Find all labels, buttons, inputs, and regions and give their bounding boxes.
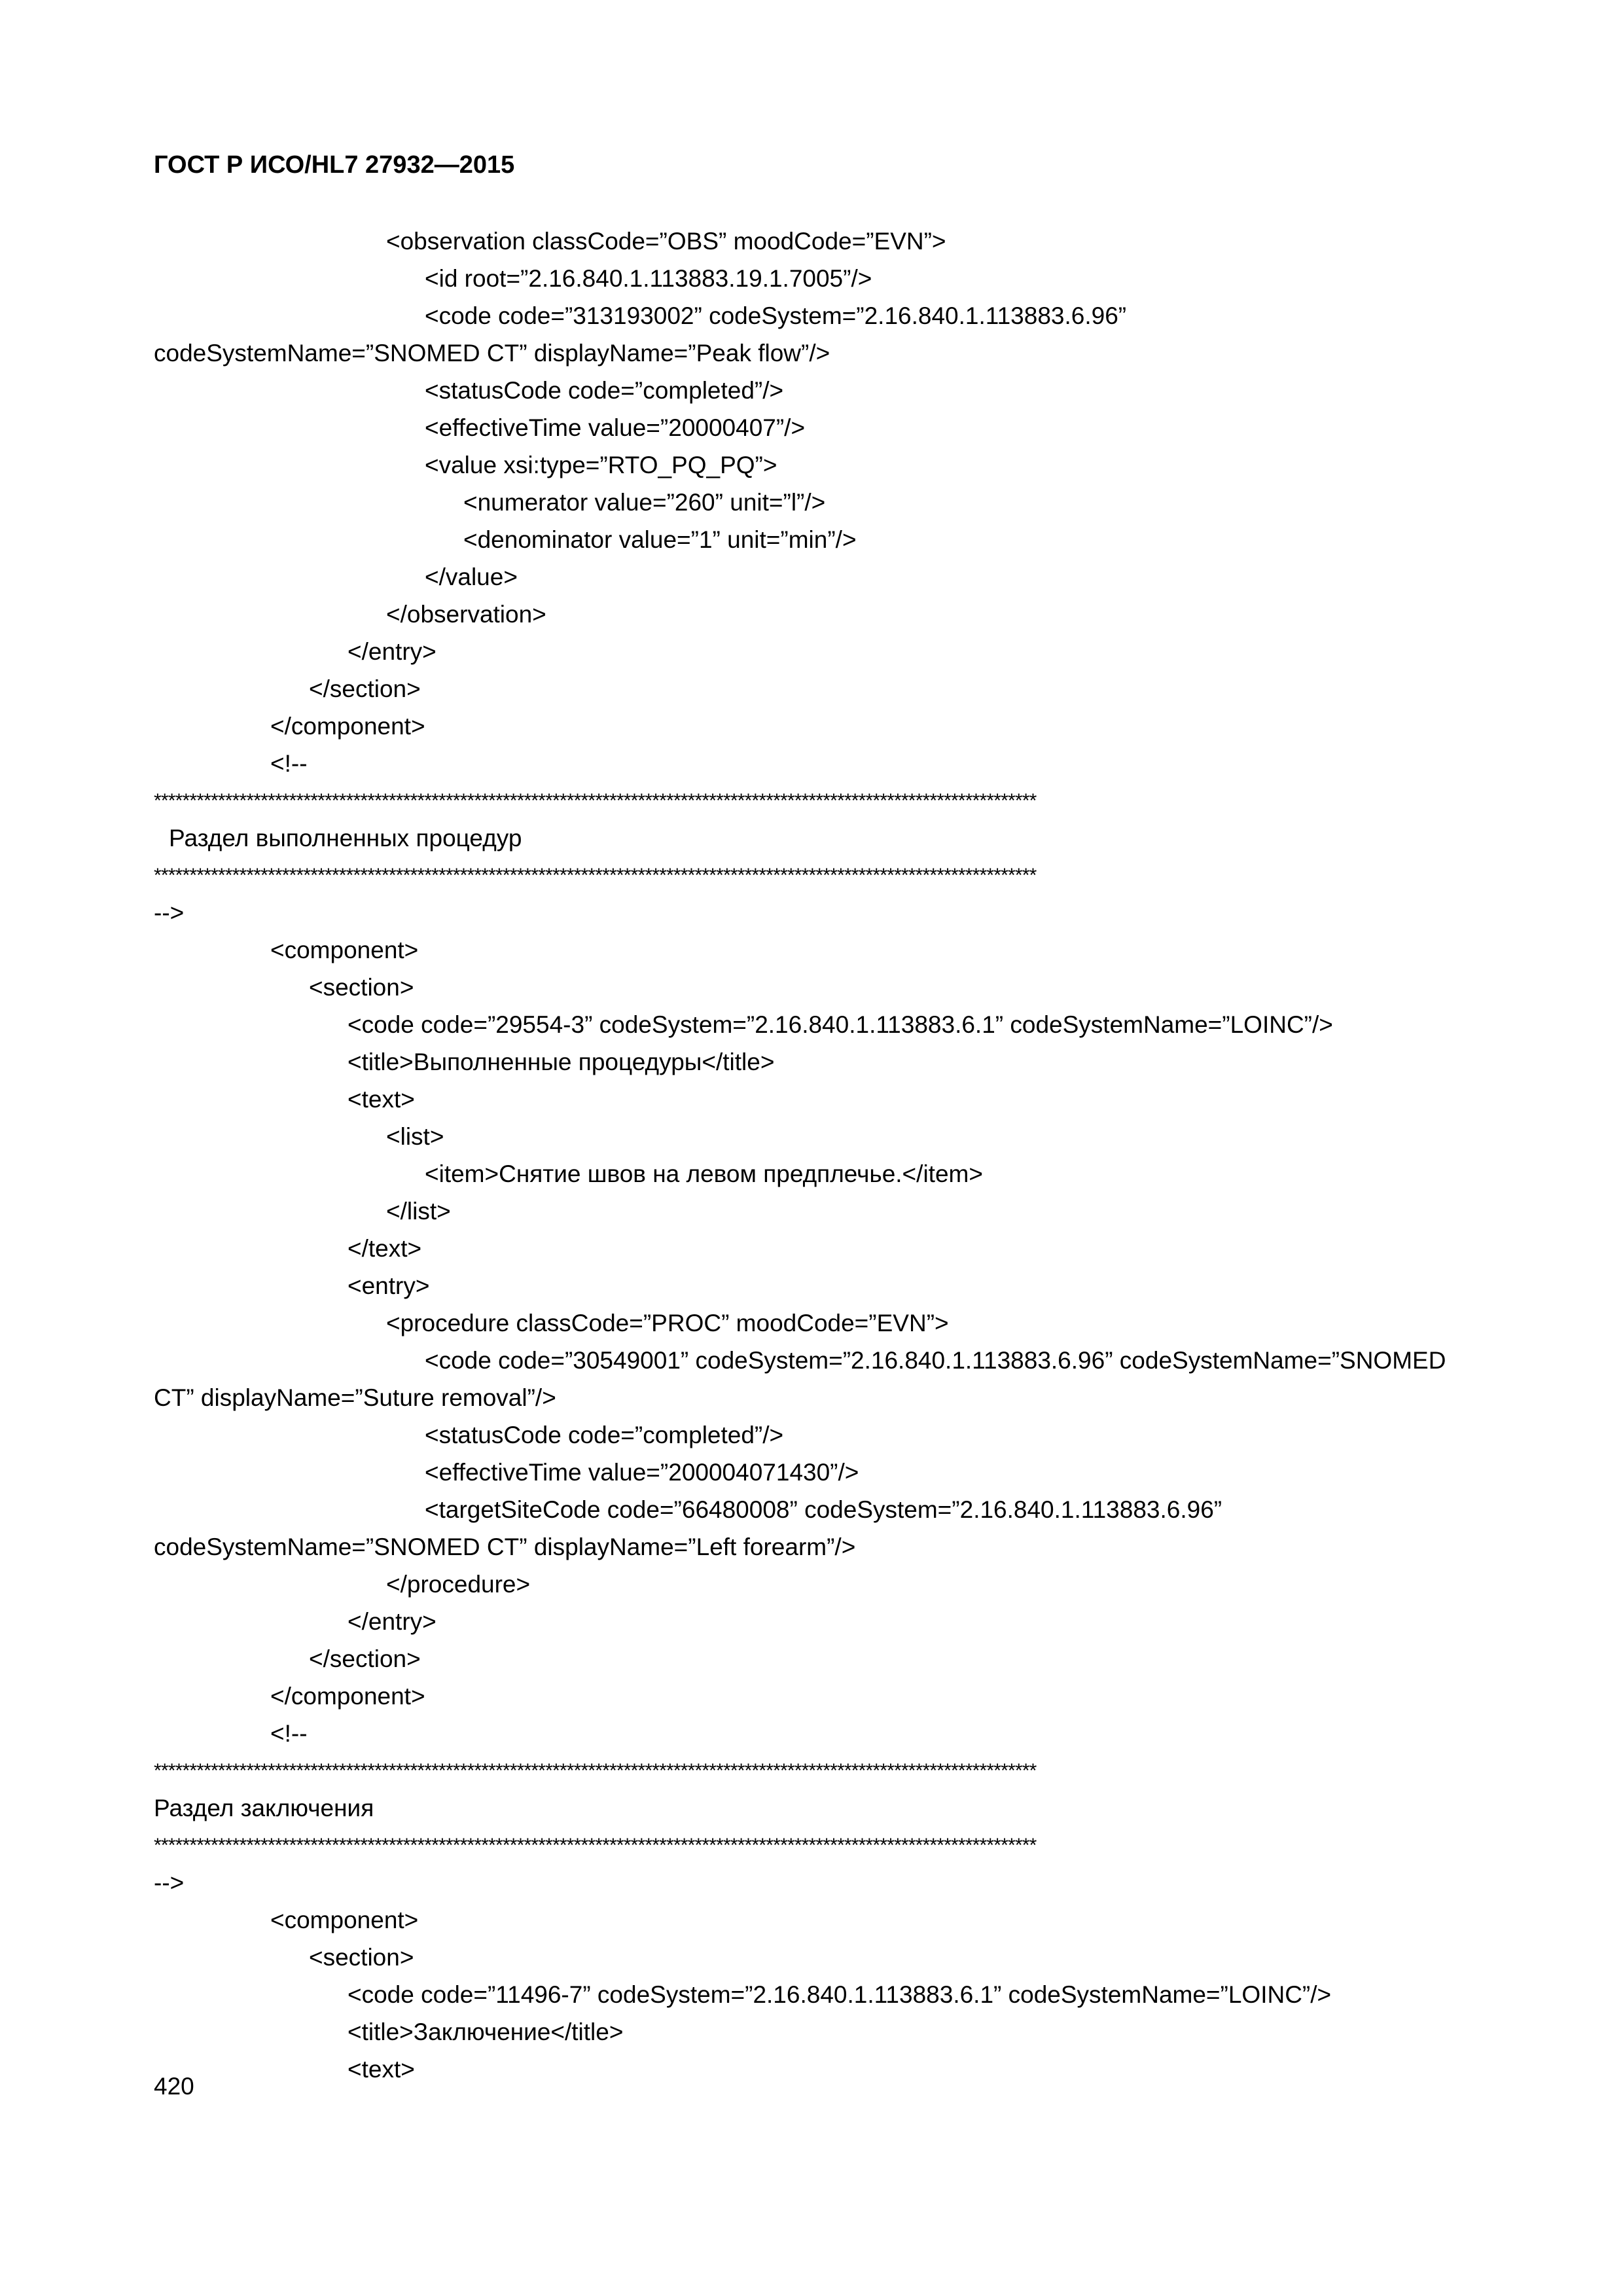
code-line: </list> <box>386 1198 451 1225</box>
document-header: ГОСТ Р ИСО/HL7 27932—2015 <box>154 151 515 179</box>
code-line: </component> <box>270 713 425 740</box>
code-line: <text> <box>348 1086 415 1113</box>
code-line: </section> <box>309 1645 421 1672</box>
code-line: </section> <box>309 675 421 702</box>
separator-line: **************************************************************************************************************************** <box>154 1760 1037 1782</box>
code-line: <!-- <box>270 750 308 777</box>
code-line: <value xsi:type=”RTO_PQ_PQ”> <box>425 452 777 478</box>
code-line: <code code=”29554-3” codeSystem=”2.16.840.1.113883.6.1” codeSystemName=”LOINC”/> <box>348 1011 1333 1038</box>
code-line: <id root=”2.16.840.1.113883.19.1.7005”/> <box>425 265 872 292</box>
code-line: <section> <box>309 974 414 1001</box>
code-line: <code code=”30549001” codeSystem=”2.16.840.1.113883.6.96” codeSystemName=”SNOMED <box>425 1347 1446 1374</box>
code-line: Раздел заключения <box>154 1795 374 1821</box>
code-line: Раздел выполненных процедур <box>169 825 522 852</box>
code-line: <procedure classCode=”PROC” moodCode=”EVN”> <box>386 1310 949 1336</box>
code-line: --> <box>154 1869 185 1896</box>
code-line: <title>Выполненные процедуры</title> <box>348 1049 775 1075</box>
code-line: codeSystemName=”SNOMED CT” displayName=”Peak flow”/> <box>154 340 830 367</box>
code-line: <text> <box>348 2056 415 2083</box>
code-line: <observation classCode=”OBS” moodCode=”EVN”> <box>386 228 946 255</box>
code-line: </entry> <box>348 638 437 665</box>
code-line: <title>Заключение</title> <box>348 2018 624 2045</box>
page-number: 420 <box>154 2073 194 2100</box>
code-line: </observation> <box>386 601 546 628</box>
code-line: <denominator value=”1” unit=”min”/> <box>463 526 857 553</box>
code-line: </text> <box>348 1235 422 1262</box>
code-line: <statusCode code=”completed”/> <box>425 1422 784 1448</box>
xml-code-listing <box>154 223 1535 2088</box>
code-line: <statusCode code=”completed”/> <box>425 377 784 404</box>
code-line: <code code=”11496-7” codeSystem=”2.16.840.1.113883.6.1” codeSystemName=”LOINC”/> <box>348 1981 1332 2008</box>
code-line: <targetSiteCode code=”66480008” codeSystem=”2.16.840.1.113883.6.96” <box>425 1496 1222 1523</box>
code-line: <component> <box>270 1907 419 1933</box>
separator-line: **************************************************************************************************************************** <box>154 790 1037 812</box>
code-line: <component> <box>270 937 419 963</box>
code-line: <effectiveTime value=”200004071430”/> <box>425 1459 859 1486</box>
code-line: <effectiveTime value=”20000407”/> <box>425 414 806 441</box>
code-line: </entry> <box>348 1608 437 1635</box>
code-line: </component> <box>270 1683 425 1710</box>
separator-line: **************************************************************************************************************************** <box>154 865 1037 886</box>
code-line: <numerator value=”260” unit=”l”/> <box>463 489 826 516</box>
separator-line: **************************************************************************************************************************** <box>154 1835 1037 1856</box>
code-line: <!-- <box>270 1720 308 1747</box>
code-line: <entry> <box>348 1272 430 1299</box>
code-line: <list> <box>386 1123 444 1150</box>
code-line: <section> <box>309 1944 414 1971</box>
code-line: </value> <box>425 564 518 590</box>
code-line: </procedure> <box>386 1571 531 1598</box>
code-line: <code code=”313193002” codeSystem=”2.16.840.1.113883.6.96” <box>425 302 1127 329</box>
code-line: codeSystemName=”SNOMED CT” displayName=”Left forearm”/> <box>154 1534 856 1560</box>
code-line: CT” displayName=”Suture removal”/> <box>154 1384 556 1411</box>
code-line: --> <box>154 899 185 926</box>
code-line: <item>Снятие швов на левом предплечье.</item> <box>425 1160 983 1187</box>
